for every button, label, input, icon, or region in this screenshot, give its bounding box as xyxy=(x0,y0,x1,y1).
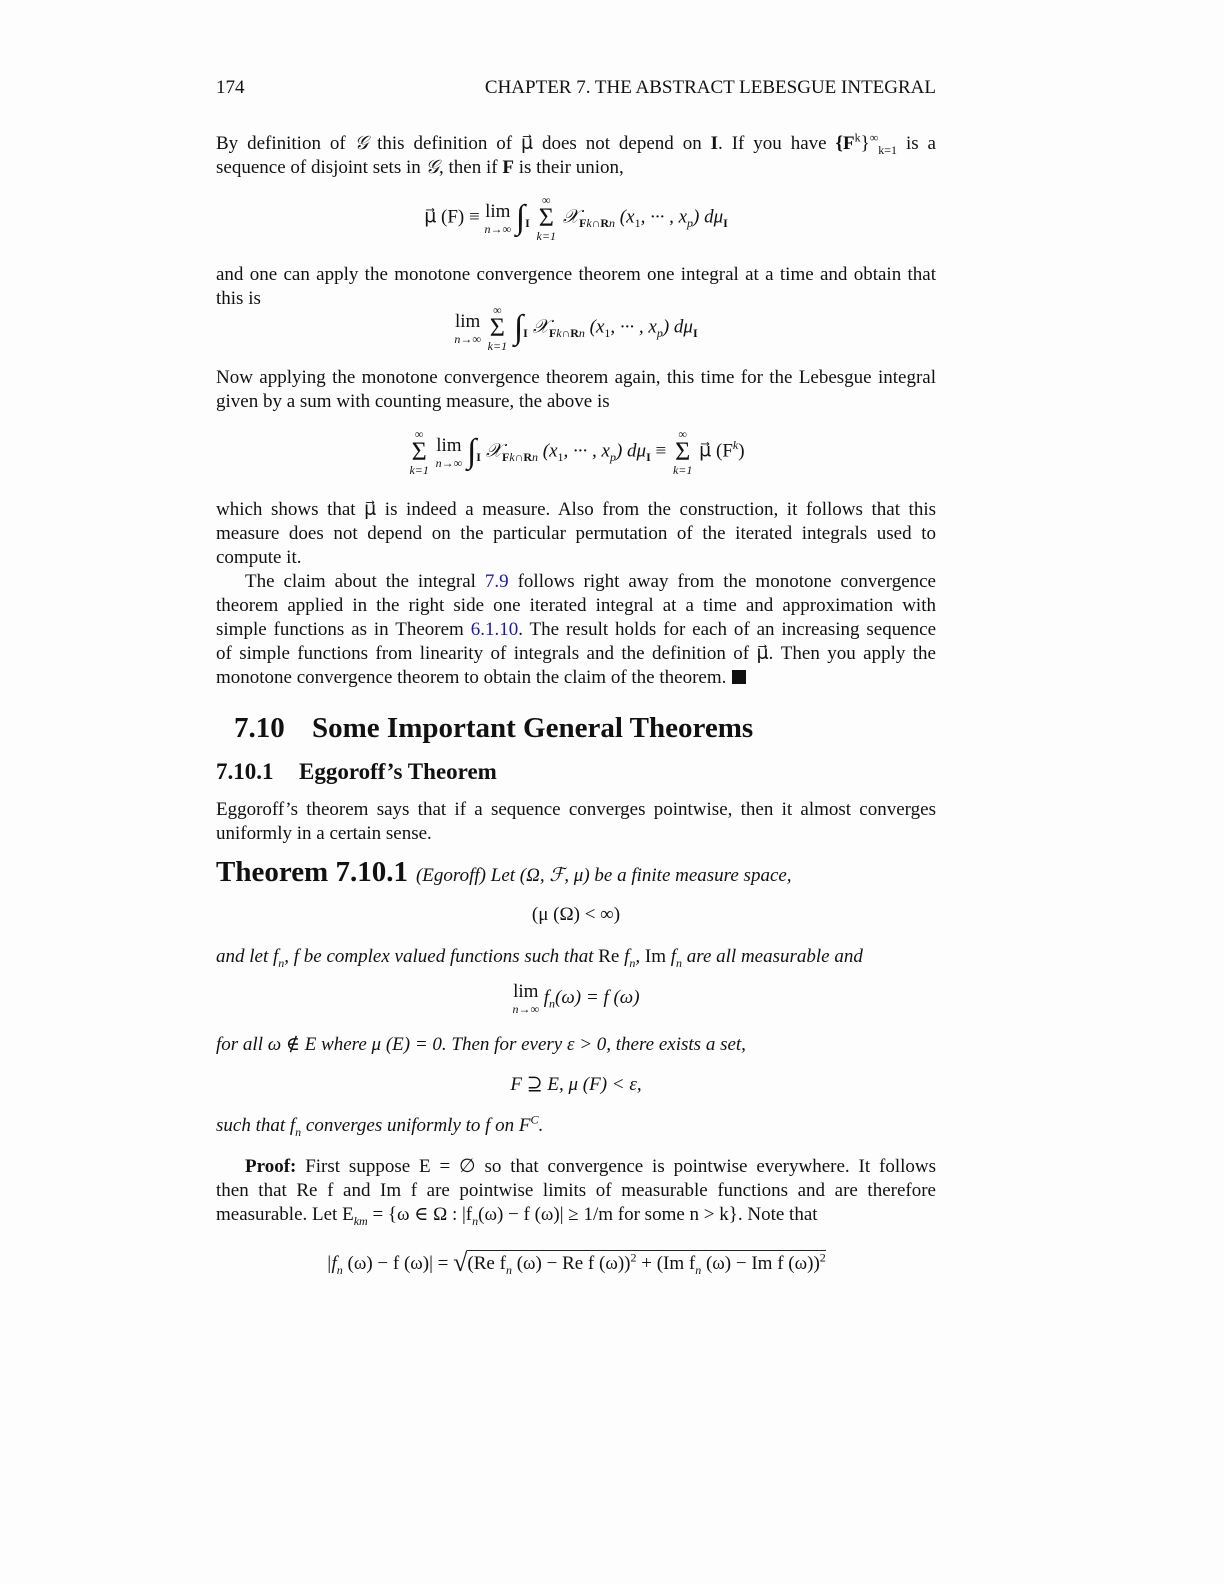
equation-finite-measure: (μ (Ω) < ∞) xyxy=(531,904,621,925)
paragraph-is-measure xyxy=(216,498,936,570)
ref-6-1-10-link[interactable]: 6.1.10 xyxy=(470,619,519,640)
paragraph-claim xyxy=(216,570,936,690)
theorem-label: Theorem 7.10.1 xyxy=(216,856,408,888)
para6-line-1: Eggoroff’s theorem says that if a sequence converges pointwise, then it almost converges xyxy=(216,799,936,820)
para2-line-2: this is xyxy=(216,288,261,309)
para6-line-2: uniformly in a certain sense. xyxy=(216,823,432,844)
intro-line-1: By definition of 𝒢 this definition of μ⃗ does not depend on I. If you have $\{F^k\}^\infty_{k=1}$ is a xyxy=(216,130,936,157)
intro-paragraph xyxy=(216,132,936,180)
para5-line-5: monotone convergence theorem to obtain the claim of the theorem. xyxy=(216,666,936,690)
equation-limit-sum: lim n→∞ ∞ Σ k=1 $\int_I$ 𝒳$_{Fk\cap Rn}$ ($x_1$, ··· , $x_p$) $d\mu_I$ xyxy=(454,303,698,353)
subsection-heading: 7.10.1 Eggoroff’s Theorem xyxy=(216,759,497,784)
section-heading: 7.10 Some Important General Theorems xyxy=(234,712,754,744)
theorem-line-4: such that $f_n$ converges uniformly to f on $F^C$. xyxy=(216,1112,544,1139)
theorem-statement-head: Theorem 7.10.1 (Egoroff) Let (Ω, ℱ, μ) be a finite measure space, xyxy=(216,856,792,888)
paragraph-eggoroff-intro xyxy=(216,798,936,846)
qed-square-icon xyxy=(732,670,746,684)
intro-line-2: sequence of disjoint sets in 𝒢, then if F is their union, xyxy=(216,157,624,178)
para4-line-3: compute it. xyxy=(216,547,302,568)
para3-line-2: given by a sum with counting measure, the above is xyxy=(216,391,610,412)
ref-7-9-link[interactable]: 7.9 xyxy=(484,571,509,592)
theorem-line-2: and let $f_n$, f be complex valued functions such that Re $f_n$, Im $f_n$ are all measurable and xyxy=(216,946,863,970)
para5-line-4: of simple functions from linearity of integrals and the definition of μ⃗. Then you apply the xyxy=(216,643,936,664)
running-header: CHAPTER 7. THE ABSTRACT LEBESGUE INTEGRAL xyxy=(484,77,936,98)
equation-mu-definition: μ⃗ (F) ≡ lim n→∞ $\int_I$ ∞ Σ k=1 𝒳$_{Fk\cap Rn}$ ($x_1$, ··· , $x_p$) $d\mu_I$ xyxy=(424,193,728,243)
square-root-expression: (Re $f_n$ (ω) − Re f (ω))$^2$ + (Im $f_n$ (ω) − Im f (ω))$^2$ xyxy=(467,1250,826,1277)
para5-line-3: simple functions as in Theorem 6.1.10. The result holds for each of an increasing sequence xyxy=(216,619,937,640)
equation-measure-sum: ∞ Σ k=1 lim n→∞ $\int_I$ 𝒳$_{Fk\cap Rn}$ ($x_1$, ··· , $x_p$) $d\mu_I$ ≡ ∞ Σ k=1 μ⃗ $(F^k)$ xyxy=(409,427,745,477)
para5-line-1: The claim about the integral 7.9 follows right away from the monotone convergence xyxy=(245,571,936,592)
proof-line-3: measurable. Let $E_{km} = \{\omega$ ∈ Ω : $|f_n(\omega) - f$ (ω)| ≥ 1/m for some n > k}. Note that xyxy=(216,1204,818,1228)
para4-line-2: measure does not depend on the particular permutation of the iterated integrals used to xyxy=(216,523,936,544)
paragraph-counting-measure xyxy=(216,366,936,414)
proof-line-1: Proof: First suppose E = ∅ so that convergence is pointwise everywhere. It follows xyxy=(245,1156,936,1177)
equation-pointwise-limit: lim n→∞ $f_n(\omega) = f$ (ω) xyxy=(512,981,640,1016)
theorem-line-3: for all ω ∉ E where μ (E) = 0. Then for every ε > 0, there exists a set, xyxy=(216,1034,746,1055)
equation-modulus: $|f_n$ (ω) − f (ω)| = √(Re $f_n$ (ω) − Re f (ω))$^2$ + (Im $f_n$ (ω) − Im f (ω))$^2$ xyxy=(326,1248,826,1277)
para4-line-1: which shows that μ⃗ is indeed a measure. Also from the construction, it follows that this xyxy=(216,499,936,520)
proof-line-2: then that Re f and Im f are pointwise limits of measurable functions and are therefore xyxy=(216,1180,936,1201)
equation-set-f: F ⊇ E, μ (F) < ε, xyxy=(510,1074,642,1095)
para2-line-1: and one can apply the monotone convergence theorem one integral at a time and obtain that xyxy=(216,264,936,285)
proof-paragraph xyxy=(216,1155,936,1227)
para3-line-1: Now applying the monotone convergence theorem again, this time for the Lebesgue integral xyxy=(216,367,936,388)
page-number: 174 xyxy=(216,77,245,98)
para5-line-2: theorem applied in the right side one iterated integral at a time and approximation with xyxy=(216,595,936,616)
